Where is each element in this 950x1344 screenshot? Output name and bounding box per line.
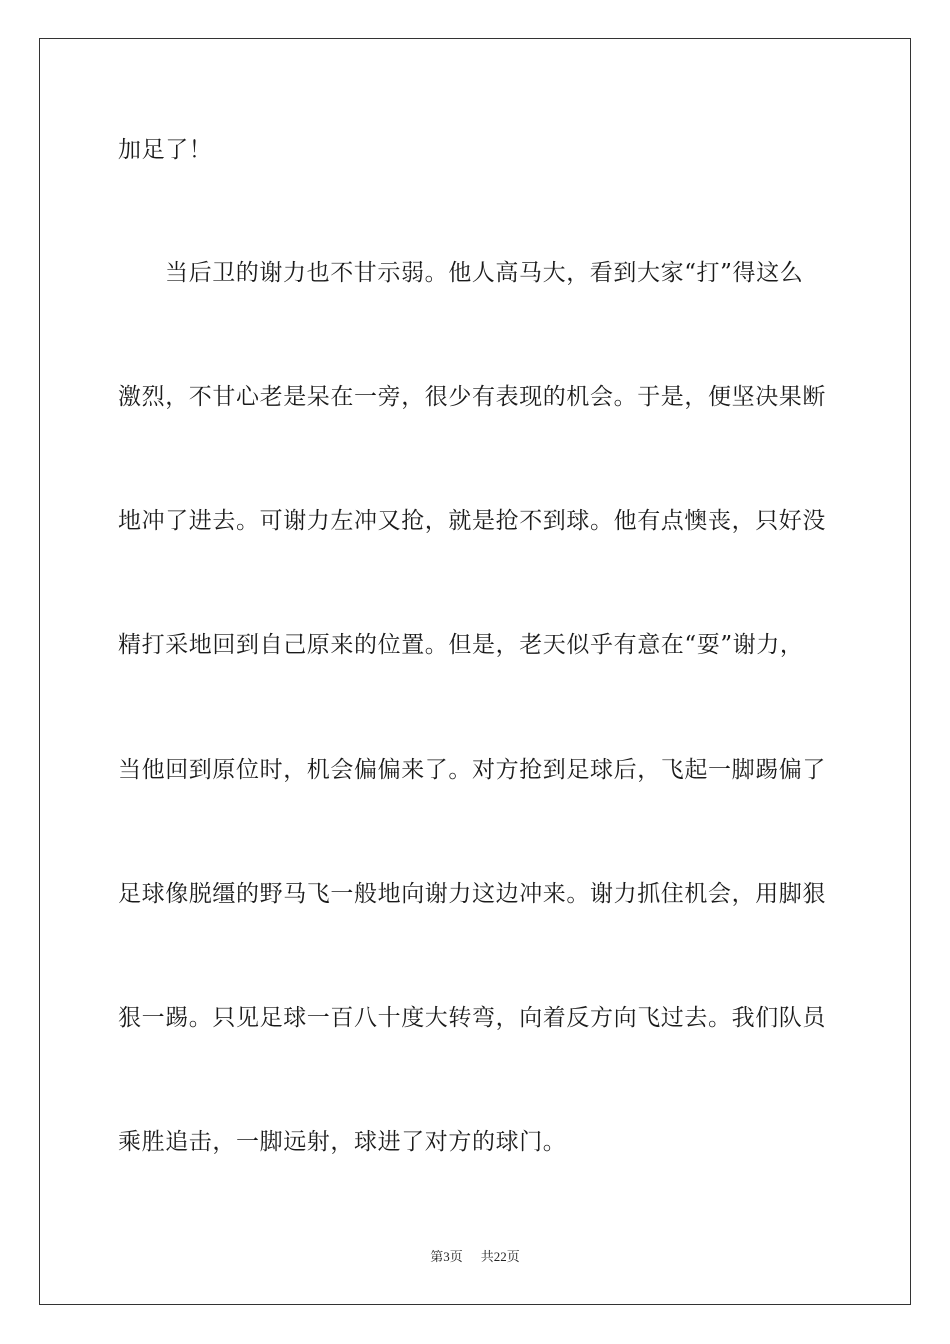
page-total: 共22页 [480,1249,520,1264]
text-line-3: 激烈，不甘心老是呆在一旁，很少有表现的机会。于是，便坚决果断 [118,384,826,410]
text-line-1: 加足了！ [118,137,213,163]
text-line-7: 足球像脱缰的野马飞一般地向谢力这边冲来。谢力抓住机会，用脚狠 [118,881,826,907]
text-line-5: 精打采地回到自己原来的位置。但是，老天似乎有意在“耍”谢力， [118,632,804,658]
text-line-2: 当后卫的谢力也不甘示弱。他人高马大，看到大家“打”得这么 [165,260,804,286]
page-footer [0,1249,950,1265]
text-line-8: 狠一踢。只见足球一百八十度大转弯，向着反方向飞过去。我们队员 [118,1005,826,1031]
text-line-4: 地冲了进去。可谢力左冲又抢，就是抢不到球。他有点懊丧，只好没 [118,508,826,534]
text-line-9: 乘胜追击，一脚远射，球进了对方的球门。 [118,1129,567,1155]
page-number: 第3页 [430,1249,463,1264]
text-line-6: 当他回到原位时，机会偏偏来了。对方抢到足球后，飞起一脚踢偏了 [118,757,826,783]
page-border [39,38,911,1305]
